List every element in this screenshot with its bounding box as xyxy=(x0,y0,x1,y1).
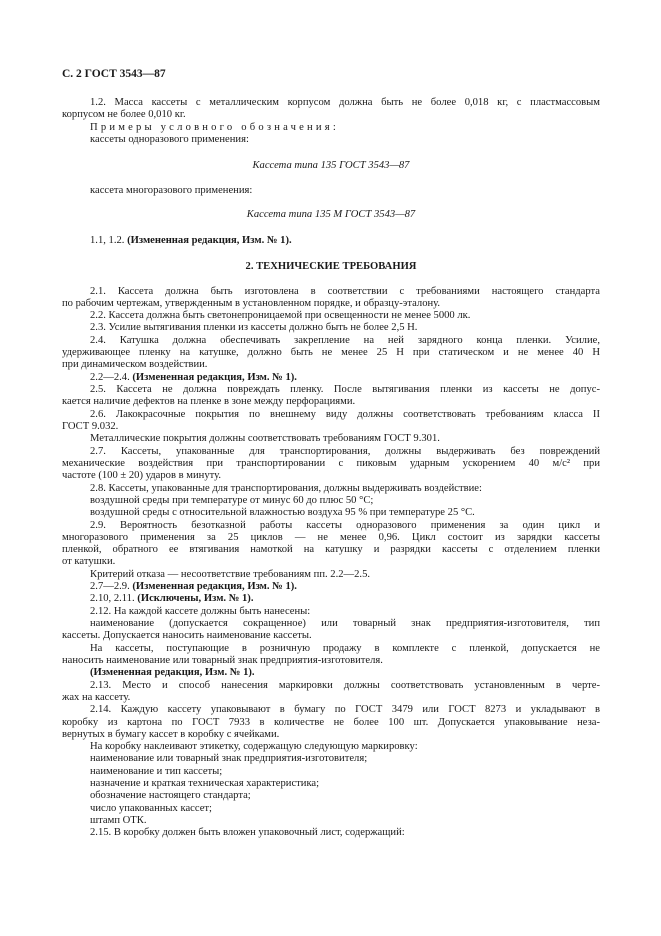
text-line xyxy=(90,593,600,605)
text-line: 2.3. Усилие вытягивания пленки из кассеты должно быть не более 2,5 Н. xyxy=(90,322,418,333)
clause-ref: 2.2—2.4. xyxy=(90,372,130,383)
text-line: 2.1. Кассета должна быть изготовлена в соответствии с требованиями настоящего стандарта xyxy=(90,286,600,297)
amendment-note: (Измененная редакция, Изм. № 1). xyxy=(127,235,292,246)
amendment-note: (Исключены, Изм. № 1). xyxy=(137,593,254,604)
amendment-note: (Измененная редакция, Изм. № 1). xyxy=(132,581,297,592)
amendment-note: (Измененная редакция, Изм. № 1). xyxy=(90,667,255,678)
text-line: 2.2. Кассета должна быть светонепроницаемой при освещенности не менее 5000 лк. xyxy=(90,310,471,321)
text-line: кассеты. Допускается наносить наименование кассеты. xyxy=(62,630,312,641)
text-line: вернутых в бумагу кассет в коробку с ячейками. xyxy=(62,729,280,740)
clause-ref: 1.1, 1.2. xyxy=(90,235,125,246)
text-line: многоразового применения за 25 циклов — не менее 0,96. Цикл состоит из зарядки кассеты xyxy=(62,532,600,543)
text-line: 1.2. Масса кассеты с металлическим корпусом должна быть не более 0,018 кг, с пластмассовым xyxy=(90,97,600,108)
text-line: частоте (100 ± 20) ударов в минуту. xyxy=(62,470,221,481)
text-line: корпусом не более 0,010 кг. xyxy=(62,109,186,120)
text-line: механические воздействия при транспортировании с пиковым ударным ускорением 40 м/с² при xyxy=(62,458,600,469)
list-item: число упакованных кассет; xyxy=(90,803,212,814)
page-header: С. 2 ГОСТ 3543—87 xyxy=(62,68,166,80)
text-line: 2.13. Место и способ нанесения маркировки должны соответствовать установленным в черте- xyxy=(90,680,600,691)
text-line: по рабочим чертежам, утвержденным в установленном порядке, и образцу-эталону. xyxy=(62,298,441,309)
text-line: наносить наименование или товарный знак предприятия-изготовителя. xyxy=(62,655,383,666)
text-line: 2.4. Катушка должна обеспечивать закрепление на ней зарядного конца пленки. Усилие, xyxy=(90,335,600,346)
designation-example: Кассета типа 135 М ГОСТ 3543—87 xyxy=(246,209,416,220)
text-line xyxy=(90,581,600,593)
text-line: Примеры условного обозначения: xyxy=(90,122,339,133)
amendment-note: (Измененная редакция, Изм. № 1). xyxy=(132,372,297,383)
text-line: воздушной среды при температуре от минус 60 до плюс 50 °С; xyxy=(90,495,374,506)
text-line: ГОСТ 9.032. xyxy=(62,421,119,432)
list-item: обозначение настоящего стандарта; xyxy=(90,790,251,801)
text-line: коробку из картона по ГОСТ 7933 в количестве не более 100 шт. Допускается упаковывание неза- xyxy=(62,717,600,728)
text-line: 2.9. Вероятность безотказной работы кассеты одноразового применения за один цикл и xyxy=(90,520,600,531)
text-line: от катушки. xyxy=(62,556,116,567)
text-line: воздушной среды с относительной влажностью воздуха 95 % при температуре 25 °С. xyxy=(90,507,475,518)
list-item: наименование или товарный знак предприятия-изготовителя; xyxy=(90,753,368,764)
list-item: наименование и тип кассеты; xyxy=(90,766,223,777)
list-item: штамп ОТК. xyxy=(90,815,147,826)
designation-example: Кассета типа 135 ГОСТ 3543—87 xyxy=(252,160,410,171)
clause-ref: 2.7—2.9. xyxy=(90,581,130,592)
list-item: назначение и краткая техническая характеристика; xyxy=(90,778,320,789)
text-line: наименование (допускается сокращенное) или товарный знак предприятия-изготовителя, тип xyxy=(90,618,600,629)
text-line: кассеты одноразового применения: xyxy=(90,134,249,145)
text-line: Металлические покрытия должны соответствовать требованиям ГОСТ 9.301. xyxy=(90,433,440,444)
text-line: 2.5. Кассета не должна повреждать пленку. После вытягивания пленки из кассеты не допус- xyxy=(90,384,600,395)
text-line: 2.7. Кассеты, упакованные для транспортирования, должны выдерживать без повреждений xyxy=(90,446,600,457)
text-line xyxy=(90,372,600,384)
text-line: кается наличие дефектов на пленке в зоне между перфорациями. xyxy=(62,396,356,407)
text-line: пленкой, обратного ее втягивания намоткой на катушку и разрядки кассеты с отделением пленки xyxy=(62,544,600,555)
text-line: 2.6. Лакокрасочные покрытия по внешнему виду должны соответствовать требованиям класса II xyxy=(90,409,600,420)
section-heading: 2. ТЕХНИЧЕСКИЕ ТРЕБОВАНИЯ xyxy=(245,261,417,272)
text-line: при динамическом воздействии. xyxy=(62,359,208,370)
text-line: На кассеты, поступающие в розничную продажу в комплекте с пленкой, допускается не xyxy=(90,643,600,654)
text-line: кассета многоразового применения: xyxy=(90,185,253,196)
text-line: 2.12. На каждой кассете должны быть нанесены: xyxy=(90,606,311,617)
text-line: удерживающее пленку на катушке, должно быть не менее 25 Н при статическом и не менее 40 Н xyxy=(62,347,600,358)
clause-ref: 2.10, 2.11. xyxy=(90,593,135,604)
text-line xyxy=(90,235,600,247)
text-line: На коробку наклеивают этикетку, содержащую следующую маркировку: xyxy=(90,741,418,752)
text-line: Критерий отказа — несоответствие требованиям пп. 2.2—2.5. xyxy=(90,569,371,580)
text-line: 2.15. В коробку должен быть вложен упаковочный лист, содержащий: xyxy=(90,827,405,838)
text-line: 2.14. Каждую кассету упаковывают в бумагу по ГОСТ 3479 или ГОСТ 8273 и укладывают в xyxy=(90,704,600,715)
text-line: 2.8. Кассеты, упакованные для транспортирования, должны выдерживать воздействие: xyxy=(90,483,482,494)
text-line: жах на кассету. xyxy=(62,692,131,703)
